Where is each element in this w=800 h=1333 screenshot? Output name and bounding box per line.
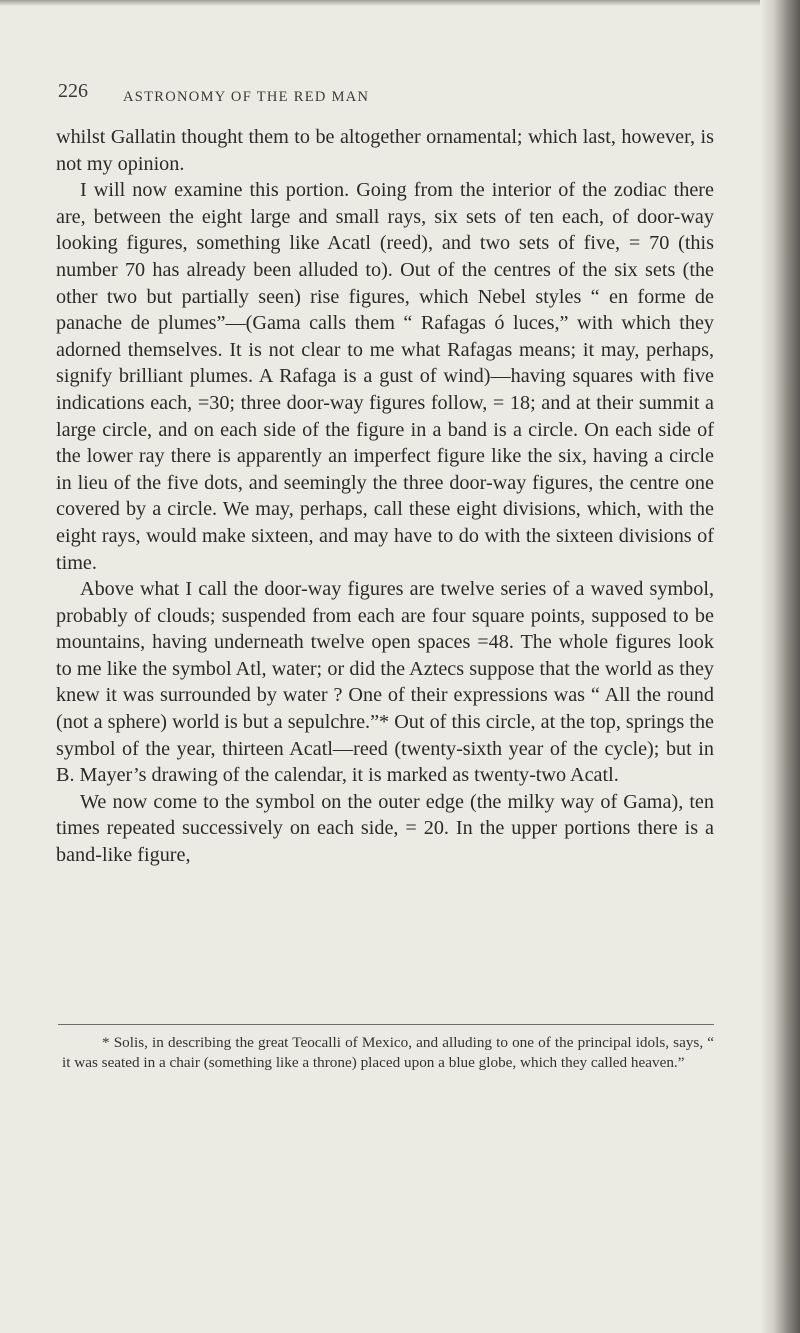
- paragraph: Above what I call the door-way figures are twelve series of a waved symbol, probably of clouds; suspended from each are four square points, supposed to be mountains, having underneath twelve open spaces =48. The whole figures look to me like the symbol Atl, water; or did the Aztecs suppose that the world as they knew it was surrounded by water ? One of their expressions was “ All the round (not a sphere) world is but a sepulchre.”* Out of this circle, at the top, springs the symbol of the year, thirteen Acatl—reed (twenty-sixth year of the cycle); but in B. Mayer’s drawing of the calendar, it is marked as twenty-two Acatl.: [56, 578, 714, 787]
- page-header: [58, 80, 718, 110]
- footnote-divider: [58, 1024, 714, 1025]
- footnote: * Solis, in describing the great Teocalli of Mexico, and alluding to one of the principal idols, says, “ it was seated in a chair (something like a throne) placed upon a blue globe, which they called heaven.”: [62, 1034, 714, 1071]
- binding-shadow: [760, 0, 800, 1333]
- running-head: ASTRONOMY OF THE RED MAN: [123, 89, 370, 105]
- body-text: [56, 124, 714, 869]
- page-number: 226: [58, 80, 88, 102]
- paragraph: We now come to the symbol on the outer edge (the milky way of Gama), ten times repeated successively on each side, = 20. In the upper portions there is a band-like figure,: [56, 790, 714, 867]
- paragraph: I will now examine this portion. Going from the interior of the zodiac there are, between the eight large and small rays, six sets of ten each, of door-way looking figures, something like Acatl (reed), and two sets of five, = 70 (this number 70 has already been alluded to). Out of the centres of the six sets (the other two but partially seen) rise figures, which Nebel styles “ en forme de panache de plumes”—(Gama calls them “ Rafagas ó luces,” with which they adorned themselves. It is not clear to me what Rafagas means; it may, perhaps, signify brilliant plumes. A Rafaga is a gust of wind)—having squares with five indications each, =30; three door-way figures follow, = 18; and at their summit a large circle, and on each side of the figure in a band is a circle. On each side of the lower ray there is apparently an imperfect figure like the six, having a circle in lieu of the five dots, and seemingly the three door-way figures, the centre one covered by a circle. We may, perhaps, call these eight divisions, which, with the eight rays, would make sixteen, and may have to do with the sixteen divisions of time.: [56, 179, 714, 574]
- page-top-edge: [0, 0, 800, 6]
- paragraph-continued: whilst Gallatin thought them to be altogether ornamental; which last, however, is not my opinion.: [56, 126, 714, 175]
